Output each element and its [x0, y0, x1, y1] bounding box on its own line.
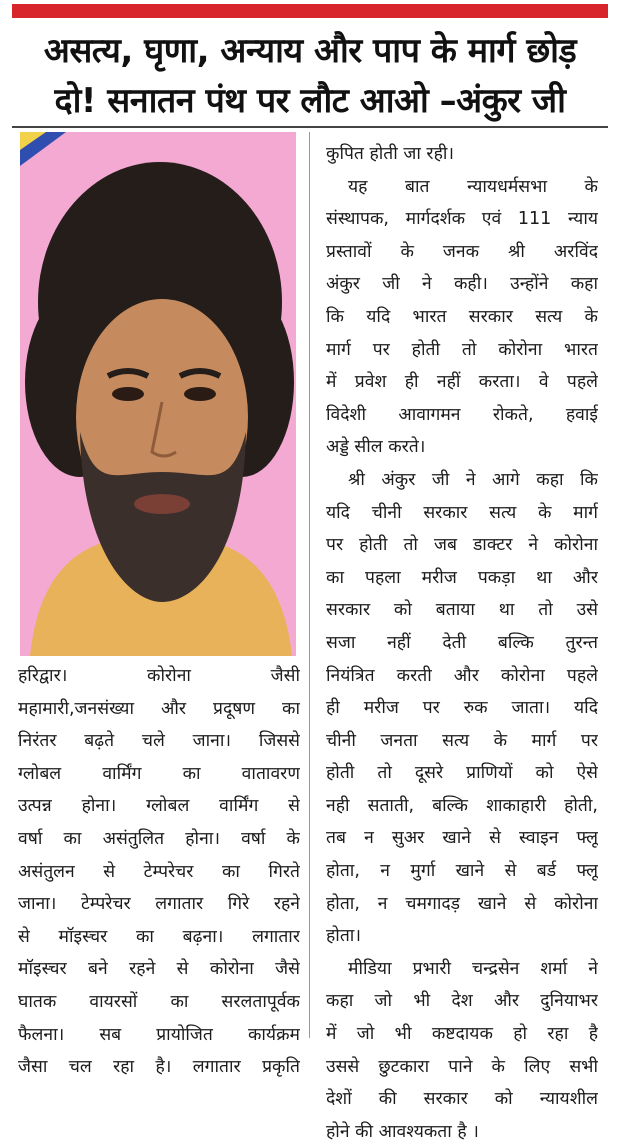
text-line: चीनी जनता सत्य के मार्ग पर — [326, 730, 598, 751]
text-line: अंकुर जी ने कही। उन्होंने कहा — [326, 274, 598, 295]
text-line: का पहला मरीज पकड़ा था और — [326, 567, 598, 588]
text-line: उत्पन्न होना। ग्लोबल वार्मिंग से — [18, 796, 300, 817]
text-line: यह बात न्यायधर्मसभा के — [348, 176, 598, 197]
text-line: कुपित होती जा रही। — [326, 144, 455, 164]
article-left-column — [18, 660, 300, 1084]
text-line: जैसा चल रहा है। लगातार प्रकृति — [18, 1057, 300, 1078]
text-line: मॉइस्चर बने रहने से कोरोना जैसे — [18, 959, 300, 980]
headline-line-1: असत्य, घृणा, अन्याय और पाप के मार्ग छोड़ — [43, 31, 577, 71]
text-line: होती तो दूसरे प्राणियों को ऐसे — [326, 763, 598, 784]
article-right-column — [326, 138, 598, 1148]
text-line: में प्रवेश ही नहीं करता। वे पहले — [326, 372, 598, 393]
portrait-photo — [20, 132, 296, 656]
text-line: संस्थापक, मार्गदर्शक एवं 111 न्याय — [326, 209, 598, 230]
text-line: में जो भी कष्टदायक हो रहा है — [326, 1024, 598, 1045]
text-line: देशों की सरकार को न्यायशील — [326, 1089, 598, 1110]
text-line: यदि चीनी सरकार सत्य के मार्ग — [326, 502, 598, 523]
text-line: महामारी,जनसंख्या और प्रदूषण का — [18, 698, 300, 719]
text-line: हरिद्वार। कोरोना जैसी — [18, 666, 300, 686]
text-line: होने की आवश्यकता है । — [326, 1121, 479, 1142]
text-line: नही सताती, बल्कि शाकाहारी होती, — [326, 795, 598, 816]
text-line: तब न सुअर खाने से स्वाइन फ्लू — [326, 828, 598, 849]
text-line: निरंतर बढ़ते चले जाना। जिससे — [18, 731, 300, 752]
text-line: सरकार को बताया था तो उसे — [326, 600, 598, 621]
text-line: मार्ग पर होती तो कोरोना भारत — [326, 339, 598, 360]
text-line: विदेशी आवागमन रोकते, हवाई — [326, 404, 598, 425]
text-line: असंतुलन से टेम्परेचर का गिरते — [18, 861, 300, 882]
text-line: कि यदि भारत सरकार सत्य के — [326, 306, 598, 327]
text-line: होता, न चमगादड़ खाने से कोरोना — [326, 893, 598, 914]
text-line: होता, न मुर्गा खाने से बर्ड फ्लू — [326, 861, 598, 882]
text-line: फैलना। सब प्रायोजित कार्यक्रम — [18, 1024, 300, 1045]
text-line: होता। — [326, 926, 361, 947]
headline-line-2: दो! सनातन पंथ पर लौट आओ –अंकुर जी — [54, 81, 566, 121]
column-divider — [309, 132, 310, 1038]
text-line: अड्डे सील करते। — [326, 437, 426, 458]
text-line: कहा जो भी देश और दुनियाभर — [326, 991, 598, 1012]
text-line: घातक वायरसों का सरलतापूर्वक — [18, 991, 300, 1012]
text-line: उससे छुटकारा पाने के लिए सभी — [326, 1056, 598, 1077]
headline-divider — [12, 126, 608, 128]
text-line: श्री अंकुर जी ने आगे कहा कि — [348, 469, 598, 490]
text-line: सजा नहीं देती बल्कि तुरन्त — [326, 632, 598, 653]
text-line: से मॉइस्चर का बढ़ना। लगातार — [18, 926, 300, 947]
headline — [14, 26, 606, 126]
text-line: वर्षा का असंतुलित होना। वर्षा के — [18, 828, 300, 849]
text-line: पर होती तो जब डाक्टर ने कोरोना — [326, 535, 598, 556]
text-line: ही मरीज पर रुक जाता। यदि — [326, 698, 598, 719]
portrait-illustration — [20, 132, 296, 656]
top-red-bar — [12, 4, 608, 18]
text-line: जाना। टेम्परेचर लगातार गिरे रहने — [18, 894, 300, 915]
text-line: मीडिया प्रभारी चन्द्रसेन शर्मा ने — [348, 958, 598, 979]
text-line: नियंत्रित करती और कोरोना पहले — [326, 665, 598, 686]
text-line: प्रस्तावों के जनक श्री अरविंद — [326, 241, 598, 262]
text-line: ग्लोबल वार्मिंग का वातावरण — [18, 763, 300, 784]
